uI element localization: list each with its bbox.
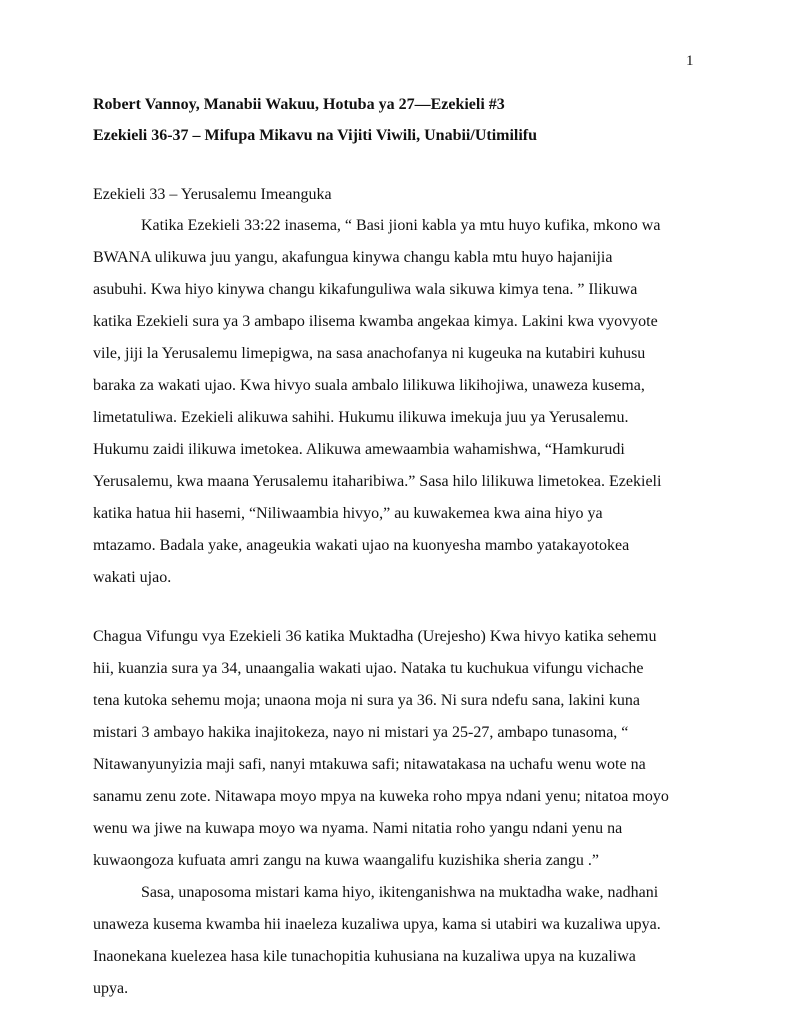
paragraph-line: hii, kuanzia sura ya 34, unaangalia wakati ujao. Nataka tu kuchukua vifungu vichache [93,660,644,677]
paragraph-line: Sasa, unaposoma mistari kama hiyo, ikitenganishwa na muktadha wake, nadhani [141,884,659,901]
paragraph-line: kuwaongoza kufuata amri zangu na kuwa waangalifu kuzishika sheria zangu .” [93,852,600,869]
paragraph-line: sanamu zenu zote. Nitawapa moyo mpya na kuweka roho mpya ndani yenu; nitatoa moyo [93,788,669,805]
paragraph-line: mistari 3 ambayo hakika inajitokeza, nayo ni mistari ya 25-27, ambapo tunasoma, “ [93,724,629,741]
paragraph-line: asubuhi. Kwa hiyo kinywa changu kikafunguliwa wala sikuwa kimya tena. ” Ilikuwa [93,281,638,298]
paragraph-line: mtazamo. Badala yake, anageukia wakati ujao na kuonyesha mambo yatakayotokea [93,537,630,554]
paragraph-line: Hukumu zaidi ilikuwa imetokea. Alikuwa amewaambia wahamishwa, “Hamkurudi [93,441,625,458]
paragraph-line: BWANA ulikuwa juu yangu, akafungua kinywa changu kabla mtu huyo hajanijia [93,249,613,266]
paragraph-line: katika hatua hii hasemi, “Niliwaambia hivyo,” au kuwakemea kwa aina hiyo ya [93,505,603,522]
document-title: Robert Vannoy, Manabii Wakuu, Hotuba ya 27—Ezekieli #3 [93,96,505,113]
paragraph-line: katika Ezekieli sura ya 3 ambapo ilisema kwamba angekaa kimya. Lakini kwa vyovyote [93,313,658,330]
paragraph-line: Chagua Vifungu vya Ezekieli 36 katika Muktadha (Urejesho) Kwa hivyo katika sehemu [93,628,657,645]
paragraph-line: Katika Ezekieli 33:22 inasema, “ Basi jioni kabla ya mtu huyo kufika, mkono wa [141,217,661,234]
paragraph-line: upya. [93,980,129,997]
paragraph-line: Nitawanyunyizia maji safi, nanyi mtakuwa safi; nitawatakasa na uchafu wenu wote na [93,756,646,773]
paragraph-line: Inaonekana kuelezea hasa kile tunachopitia kuhusiana na kuzaliwa upya na kuzaliwa [93,948,636,965]
paragraph-line: vile, jiji la Yerusalemu limepigwa, na sasa anachofanya ni kugeuka na kutabiri kuhusu [93,345,646,362]
paragraph-line: unaweza kusema kwamba hii inaeleza kuzaliwa upya, kama si utabiri wa kuzaliwa upya. [93,916,661,933]
section-heading: Ezekieli 33 – Yerusalemu Imeanguka [93,186,332,203]
paragraph-line: tena kutoka sehemu moja; unaona moja ni sura ya 36. Ni sura ndefu sana, lakini kuna [93,692,640,709]
paragraph-line: wakati ujao. [93,569,172,586]
page-number: 1 [686,53,694,69]
document-subtitle: Ezekieli 36-37 – Mifupa Mikavu na Vijiti Viwili, Unabii/Utimilifu [93,127,538,144]
paragraph-line: limetatuliwa. Ezekieli alikuwa sahihi. Hukumu ilikuwa imekuja juu ya Yerusalemu. [93,409,629,426]
paragraph-line: baraka za wakati ujao. Kwa hivyo suala ambalo lilikuwa likihojiwa, unaweza kusema, [93,377,645,394]
paragraph-line: Yerusalemu, kwa maana Yerusalemu itaharibiwa.” Sasa hilo lilikuwa limetokea. Ezekieli [93,473,662,490]
paragraph-line: wenu wa jiwe na kuwapa moyo wa nyama. Nami nitatia roho yangu ndani yenu na [93,820,623,837]
